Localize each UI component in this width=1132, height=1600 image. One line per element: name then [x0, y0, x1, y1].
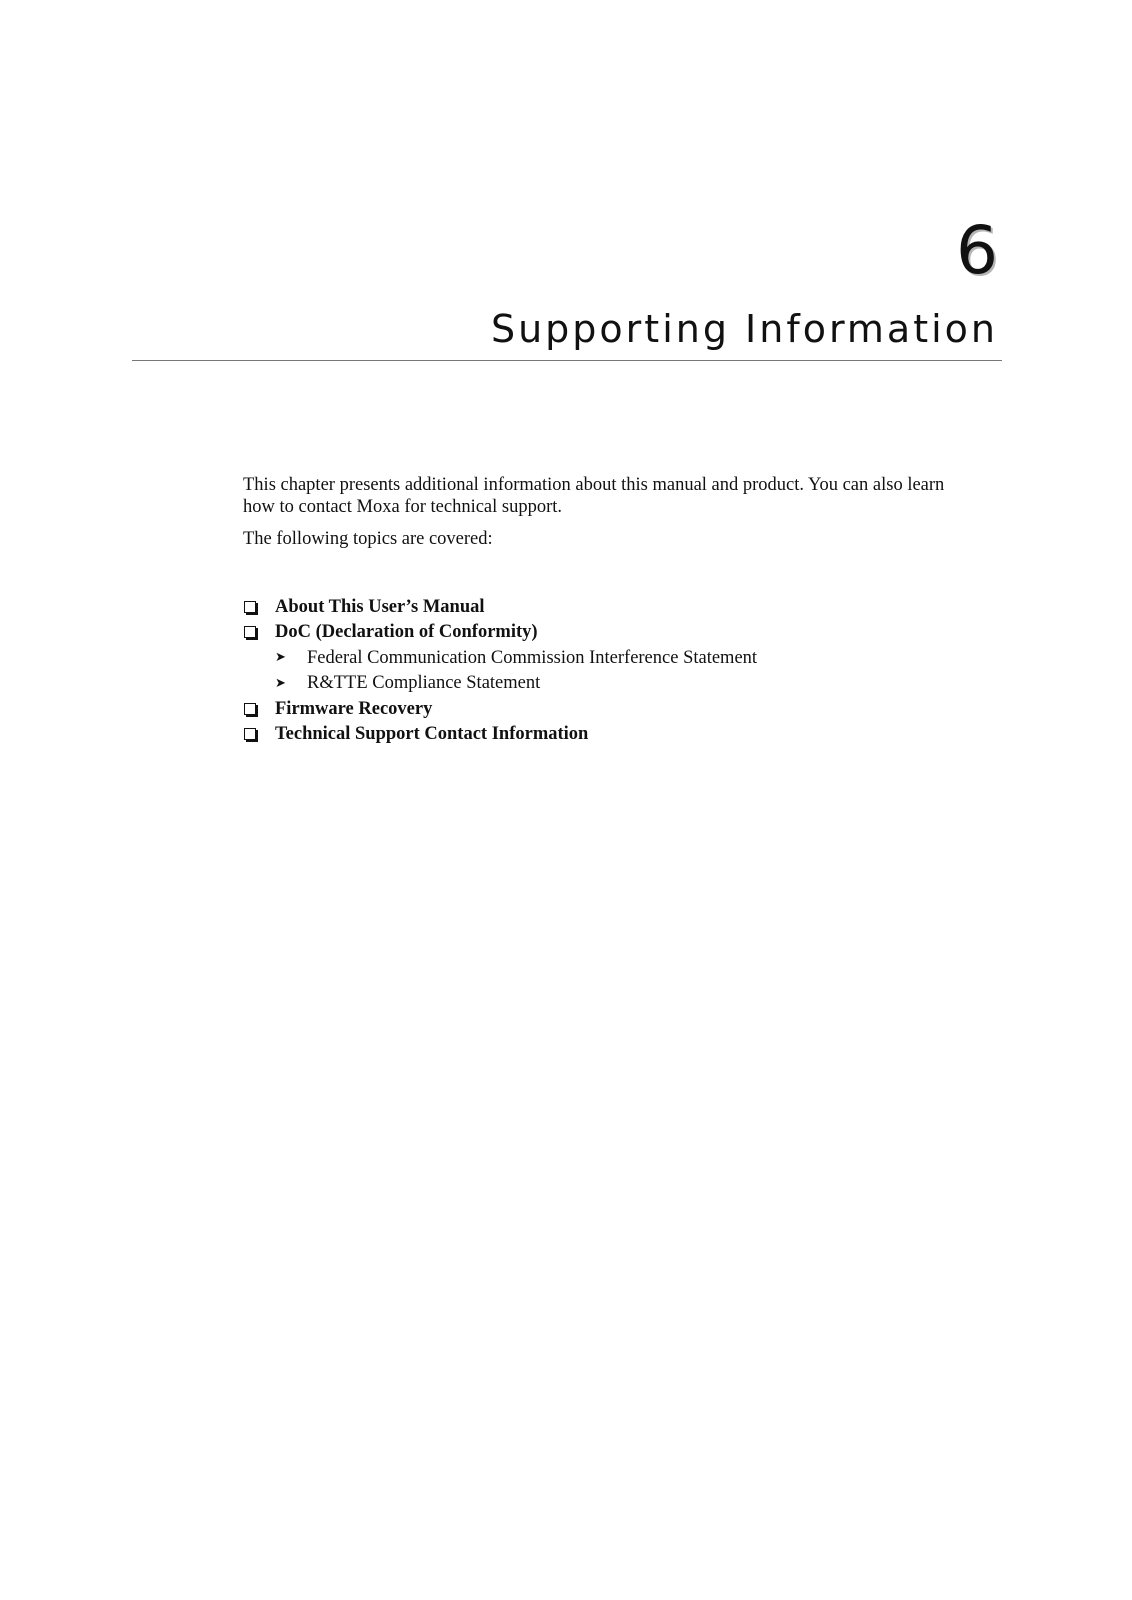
topics-lead-in: The following topics are covered:	[243, 529, 493, 549]
checkbox-icon	[244, 728, 256, 740]
checkbox-icon	[244, 703, 256, 715]
arrow-icon: ➤	[275, 650, 286, 666]
subtopic-label: Federal Communication Commission Interference Statement	[307, 647, 758, 668]
topic-item	[243, 594, 973, 620]
intro-paragraph: This chapter presents additional information about this manual and product. You can also learn how to contact Moxa for technical support.	[243, 475, 945, 517]
topic-item	[243, 696, 973, 722]
chapter-intro-section	[243, 474, 973, 747]
subtopics-list	[243, 645, 973, 696]
topic-label: DoC (Declaration of Conformity)	[275, 622, 538, 643]
title-divider	[132, 360, 1002, 361]
topic-label: Technical Support Contact Information	[275, 724, 589, 745]
subtopic-item	[275, 645, 973, 671]
arrow-icon: ➤	[275, 675, 286, 691]
topic-label: About This User’s Manual	[275, 596, 485, 617]
checkbox-icon	[244, 626, 256, 638]
checkbox-icon	[244, 601, 256, 613]
topics-list	[243, 594, 973, 747]
chapter-number: 6	[956, 212, 998, 289]
chapter-title: Supporting Information	[490, 307, 998, 351]
topic-item	[243, 722, 973, 748]
subtopic-label: R&TTE Compliance Statement	[307, 673, 541, 694]
topic-item	[243, 620, 973, 697]
topic-label: Firmware Recovery	[275, 698, 433, 719]
subtopic-item	[275, 671, 973, 697]
